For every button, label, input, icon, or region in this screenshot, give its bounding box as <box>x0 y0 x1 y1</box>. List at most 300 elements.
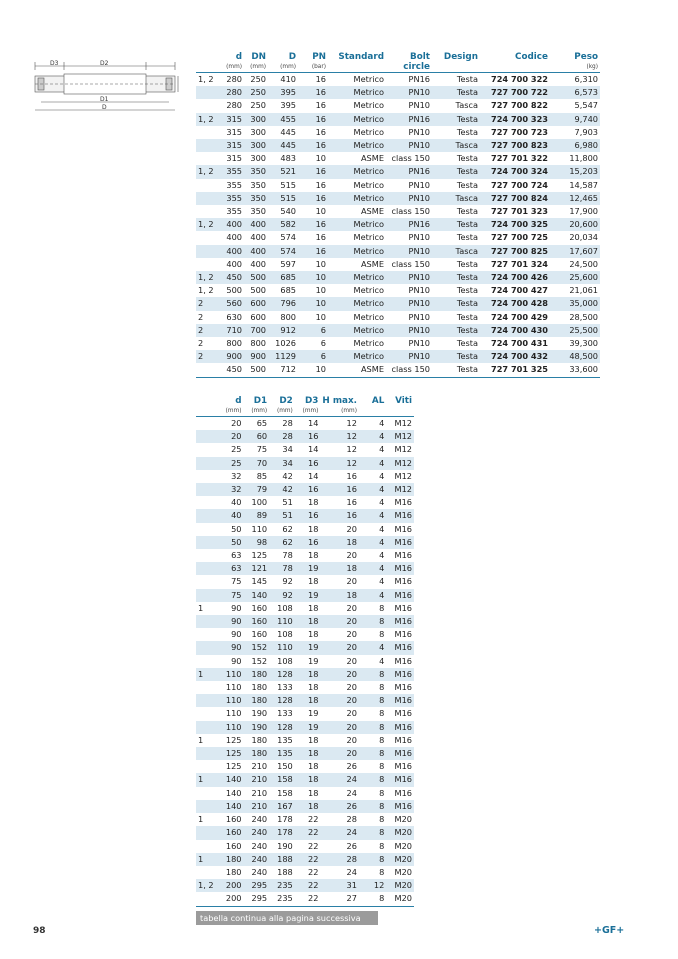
table-row <box>196 773 414 786</box>
table-cell: 188 <box>277 866 293 877</box>
table-cell: 295 <box>244 892 270 906</box>
table-cell: 300 <box>250 153 266 164</box>
table-cell: 727 700 823 <box>491 140 548 151</box>
table-row <box>196 417 414 431</box>
table-cell: 10 <box>315 272 326 283</box>
table-cell: Metrico <box>353 126 384 137</box>
table-cell: 190 <box>251 708 268 719</box>
table-cell: 16 <box>346 470 357 481</box>
col-standard: Standard <box>338 52 384 62</box>
table-cell: M16 <box>394 497 412 508</box>
table-cell: 8 <box>379 853 385 864</box>
table-cell: 8 <box>379 695 385 706</box>
table-cell <box>196 892 220 906</box>
table-cell: 108 <box>277 602 293 613</box>
table-cell: 210 <box>251 761 268 772</box>
table-cell <box>196 589 220 602</box>
table-cell: 190 <box>251 721 268 732</box>
table-cell <box>196 721 220 734</box>
table-cell: 22 <box>308 853 319 864</box>
table-cell: 14 <box>308 444 319 455</box>
table-cell: 400 <box>250 258 266 269</box>
table-cell: 727 701 324 <box>491 258 548 269</box>
table-cell: Tasca <box>455 192 478 203</box>
table-cell: 2 <box>198 311 204 322</box>
table-cell: 350 <box>250 166 266 177</box>
table-cell: M16 <box>394 761 412 772</box>
table-cell: 315 <box>226 153 242 164</box>
table-cell: 180 <box>251 734 268 745</box>
table-cell: Testa <box>456 258 478 269</box>
table-row <box>196 694 414 707</box>
table-cell: Metrico <box>353 285 384 296</box>
table-cell: 4 <box>379 484 385 495</box>
table-cell: 65 <box>256 418 268 428</box>
table-cell: 724 700 323 <box>491 113 548 124</box>
table-cell: PN16 <box>408 166 430 177</box>
table-row <box>196 681 414 694</box>
table-row <box>196 615 414 628</box>
table-cell: 133 <box>277 708 293 719</box>
table-row <box>196 721 414 734</box>
table-cell: 34 <box>282 457 293 468</box>
table-row <box>196 734 414 747</box>
table-cell: Testa <box>432 363 480 377</box>
col-codice: Codice <box>515 52 548 62</box>
col-peso: Peso <box>574 52 598 62</box>
col-D: D <box>288 52 296 62</box>
table-cell: 727 701 323 <box>491 206 548 217</box>
table-cell: 18 <box>308 800 319 811</box>
table-cell: 31 <box>346 880 357 891</box>
table-cell: PN16 <box>408 74 430 84</box>
table-cell: 18 <box>308 497 319 508</box>
table-row <box>196 337 600 350</box>
table-cell: 410 <box>280 74 296 84</box>
table-cell: class 150 <box>391 258 430 269</box>
table-cell: 727 701 322 <box>491 153 548 164</box>
table-cell: 355 <box>226 179 242 190</box>
table-cell <box>196 866 220 879</box>
table-cell: PN10 <box>408 192 430 203</box>
gf-logo: +GF+ <box>594 925 625 936</box>
dims-header-row <box>196 396 414 407</box>
table-row <box>196 879 414 892</box>
col-hmax: H max. <box>322 396 357 406</box>
table-cell: 10 <box>315 258 326 269</box>
table-cell: 20 <box>231 418 242 428</box>
table-cell: 28 <box>282 431 293 442</box>
table-cell: 32 <box>231 484 242 495</box>
table-cell: 724 700 430 <box>491 324 548 335</box>
table-cell: 98 <box>256 536 268 547</box>
table-cell: PN10 <box>408 298 430 309</box>
table-cell: 315 <box>226 126 242 137</box>
table-cell: 110 <box>225 721 242 732</box>
table-cell: 10 <box>315 298 326 309</box>
table-cell: 724 700 428 <box>491 298 548 309</box>
table-cell: Testa <box>456 153 478 164</box>
table-cell: 62 <box>282 536 293 547</box>
table-cell: 19 <box>308 563 319 574</box>
table-row <box>196 218 600 231</box>
table-cell: Testa <box>456 298 478 309</box>
table-cell: 2 <box>198 338 204 349</box>
unit-hmax: (mm) <box>320 407 359 417</box>
table-cell: 50 <box>231 523 242 534</box>
table-cell: 8 <box>379 748 385 759</box>
table-cell: 4 <box>379 550 385 561</box>
table-cell <box>196 417 220 431</box>
table-cell: 62 <box>282 523 293 534</box>
table-cell: 210 <box>251 787 268 798</box>
table-cell: 724 700 324 <box>491 166 548 177</box>
table-cell: 20 <box>346 748 357 759</box>
table-cell: 727 700 724 <box>491 179 548 190</box>
table-cell: Metrico <box>353 100 384 111</box>
table-cell: 20 <box>346 523 357 534</box>
table-cell: 315 <box>226 113 242 124</box>
table-cell: 4 <box>379 418 385 428</box>
table-cell: 18 <box>308 774 319 785</box>
table-cell: 25,500 <box>569 324 598 335</box>
table-cell: 152 <box>251 655 268 666</box>
table-cell: 140 <box>225 774 242 785</box>
table-cell: Metrico <box>353 324 384 335</box>
table-cell: 445 <box>280 126 296 137</box>
table-row <box>196 245 600 258</box>
unit-dn: (mm) <box>244 63 268 73</box>
table-cell: 1 <box>198 814 204 825</box>
table-cell: Metrico <box>353 219 384 230</box>
col-d2: D2 <box>279 396 293 406</box>
table-row <box>196 747 414 760</box>
table-cell: 8 <box>379 616 385 627</box>
table-cell: 724 700 429 <box>491 311 548 322</box>
table-cell: 16 <box>315 87 326 98</box>
table-row <box>196 284 600 297</box>
table-cell: 26 <box>346 840 357 851</box>
table-cell <box>196 443 220 456</box>
col-bolt: Bolt <box>410 52 430 62</box>
table-cell: 16 <box>315 140 326 151</box>
table-cell: 180 <box>225 853 242 864</box>
table-cell <box>196 205 220 218</box>
table-cell: 125 <box>225 748 242 759</box>
table-cell: 25,600 <box>569 272 598 283</box>
table-cell: 178 <box>277 827 293 838</box>
table-row <box>196 271 600 284</box>
table-cell: 4 <box>379 470 385 481</box>
table-cell: 167 <box>277 800 293 811</box>
table-cell: M12 <box>394 418 412 428</box>
table-cell: 12 <box>346 457 357 468</box>
table-cell: Metrico <box>353 166 384 177</box>
table-cell: 712 <box>268 363 298 377</box>
table-cell: 300 <box>250 140 266 151</box>
flange-header-row <box>196 52 600 63</box>
table-cell: 140 <box>251 589 268 600</box>
table-row <box>196 523 414 536</box>
table-cell: PN10 <box>408 324 430 335</box>
table-cell <box>196 575 220 588</box>
table-cell: 19 <box>308 642 319 653</box>
table-cell: 48,500 <box>569 351 598 362</box>
table-cell: 250 <box>250 74 266 84</box>
table-cell: 110 <box>225 695 242 706</box>
table-cell: 483 <box>280 153 296 164</box>
table-cell: M16 <box>394 721 412 732</box>
table-row <box>196 575 414 588</box>
table-row <box>196 536 414 549</box>
table-cell: 18 <box>308 576 319 587</box>
table-cell: 8 <box>379 708 385 719</box>
table-cell: 350 <box>250 179 266 190</box>
table-cell: 8 <box>379 721 385 732</box>
table-cell: Testa <box>456 74 478 84</box>
table-cell: 16 <box>315 126 326 137</box>
table-cell: 1, 2 <box>198 219 214 230</box>
table-cell: 2 <box>198 298 204 309</box>
table-row <box>196 668 414 681</box>
table-cell: 16 <box>346 484 357 495</box>
table-cell: Testa <box>456 311 478 322</box>
table-row <box>196 853 414 866</box>
table-cell: 60 <box>256 431 268 442</box>
table-cell: Testa <box>456 126 478 137</box>
page-number: 98 <box>33 926 46 936</box>
table-cell: Testa <box>456 272 478 283</box>
table-cell: Testa <box>456 166 478 177</box>
table-row <box>196 840 414 853</box>
table-cell: 685 <box>280 272 296 283</box>
table-cell <box>196 800 220 813</box>
table-cell: 1 <box>198 774 204 785</box>
table-cell: M16 <box>394 510 412 521</box>
table-cell: 26 <box>346 761 357 772</box>
table-cell: 8 <box>379 682 385 693</box>
table-cell: 400 <box>250 219 266 230</box>
table-cell: 240 <box>251 827 268 838</box>
table-cell <box>196 562 220 575</box>
table-cell: PN10 <box>408 338 430 349</box>
table-cell: 16 <box>346 510 357 521</box>
unit-pn: (bar) <box>298 63 328 73</box>
table-cell: 300 <box>250 113 266 124</box>
table-cell: 295 <box>251 880 268 891</box>
table-cell: 20 <box>346 668 357 679</box>
table-cell: 1, 2 <box>198 880 214 891</box>
table-cell: 75 <box>231 589 242 600</box>
table-cell <box>196 192 220 205</box>
table-row <box>196 324 600 337</box>
table-cell: PN10 <box>408 87 430 98</box>
table-cell: 18 <box>346 589 357 600</box>
table-cell: Metrico <box>353 311 384 322</box>
table-cell: PN10 <box>408 272 430 283</box>
table-cell: PN16 <box>408 113 430 124</box>
table-cell: 6 <box>320 351 326 362</box>
table-row <box>196 787 414 800</box>
table-cell: 133 <box>277 682 293 693</box>
table-cell: M16 <box>394 668 412 679</box>
table-cell: PN16 <box>408 219 430 230</box>
table-cell: 19 <box>308 655 319 666</box>
table-cell <box>196 483 220 496</box>
table-cell: 8 <box>379 734 385 745</box>
table-cell: 5,547 <box>574 100 598 111</box>
table-cell: Metrico <box>353 113 384 124</box>
table-cell: class 150 <box>391 206 430 217</box>
table-row <box>196 99 600 112</box>
table-cell: 89 <box>256 510 268 521</box>
table-row <box>196 470 414 483</box>
table-cell: PN10 <box>408 351 430 362</box>
table-cell: M16 <box>394 563 412 574</box>
table-cell: 6 <box>320 338 326 349</box>
table-cell <box>196 86 220 99</box>
table-cell: 160 <box>225 814 242 825</box>
table-cell: 8 <box>379 866 385 877</box>
table-cell: Testa <box>456 351 478 362</box>
table-cell: 180 <box>225 866 242 877</box>
table-cell: 200 <box>220 892 244 906</box>
table-cell: 4 <box>379 497 385 508</box>
table-cell: 90 <box>231 602 242 613</box>
table-cell: 18 <box>308 616 319 627</box>
table-cell: 14 <box>308 418 319 428</box>
table-cell: 10 <box>298 363 328 377</box>
table-cell: 4 <box>379 655 385 666</box>
table-cell: 12 <box>346 444 357 455</box>
table-cell: M16 <box>394 695 412 706</box>
continued-note: tabella continua alla pagina successiva <box>196 911 378 925</box>
table-cell: 125 <box>225 761 242 772</box>
table-cell: 455 <box>280 113 296 124</box>
table-cell: 28 <box>282 418 293 428</box>
table-cell: 19 <box>308 721 319 732</box>
table-cell: 10 <box>315 285 326 296</box>
table-cell: 710 <box>226 324 242 335</box>
table-cell: 152 <box>251 642 268 653</box>
table-cell: 25 <box>231 444 242 455</box>
table-cell: 110 <box>277 642 293 653</box>
table-cell: 18 <box>346 563 357 574</box>
table-cell <box>196 628 220 641</box>
table-cell: Metrico <box>353 192 384 203</box>
table-cell: 20 <box>346 695 357 706</box>
table-cell: M16 <box>394 800 412 811</box>
table-cell: 128 <box>277 668 293 679</box>
table-cell: 188 <box>277 853 293 864</box>
table-cell: PN10 <box>408 140 430 151</box>
table-cell: Testa <box>456 113 478 124</box>
table-row <box>196 602 414 615</box>
table-cell: 727 700 822 <box>491 100 548 111</box>
table-cell: 158 <box>277 774 293 785</box>
table-cell: 521 <box>280 166 296 177</box>
table-cell: M12 <box>394 457 412 468</box>
table-cell: PN10 <box>408 311 430 322</box>
table-cell: 27 <box>320 892 359 906</box>
table-cell: 445 <box>280 140 296 151</box>
table-cell: 8 <box>379 602 385 613</box>
table-cell: 574 <box>280 245 296 256</box>
table-cell: 16 <box>346 497 357 508</box>
table-row <box>196 363 600 377</box>
table-cell: 250 <box>250 100 266 111</box>
table-cell: 800 <box>226 338 242 349</box>
table-cell: 19 <box>308 589 319 600</box>
table-cell: 20 <box>231 431 242 442</box>
col-d3: D3 <box>304 396 319 406</box>
table-cell: 727 700 824 <box>491 192 548 203</box>
table-row <box>196 641 414 654</box>
table-cell: 18 <box>346 536 357 547</box>
table-cell: 6,980 <box>574 140 598 151</box>
table-cell: 63 <box>231 550 242 561</box>
table-cell: 450 <box>220 363 244 377</box>
table-cell: 125 <box>251 550 268 561</box>
dimensions-table <box>196 396 414 907</box>
table-cell: 90 <box>231 655 242 666</box>
table-cell: Metrico <box>353 87 384 98</box>
table-cell: 727 700 723 <box>491 126 548 137</box>
table-cell: M12 <box>394 431 412 442</box>
table-cell: PN10 <box>408 232 430 243</box>
table-cell: 9,740 <box>574 113 598 124</box>
table-row <box>196 483 414 496</box>
table-cell: 21,061 <box>569 285 598 296</box>
table-cell: 1 <box>198 853 204 864</box>
table-cell: 6,310 <box>574 74 598 84</box>
table-cell: 400 <box>226 232 242 243</box>
table-cell: 400 <box>250 245 266 256</box>
flange-unit-row <box>196 63 600 73</box>
table-cell <box>196 457 220 470</box>
table-cell: 35,000 <box>569 298 598 309</box>
table-cell: 1026 <box>275 338 296 349</box>
table-cell: 128 <box>277 695 293 706</box>
table-cell: 22 <box>308 814 319 825</box>
d1-label: D1 <box>100 96 109 103</box>
table-cell: 560 <box>226 298 242 309</box>
table-cell: 19 <box>308 708 319 719</box>
table-cell: 16 <box>315 192 326 203</box>
col-d: d <box>235 396 242 406</box>
table-cell: 22 <box>308 840 319 851</box>
table-row <box>196 311 600 324</box>
table-row <box>196 892 414 906</box>
table-cell: 51 <box>282 510 293 521</box>
table-cell: Metrico <box>353 338 384 349</box>
table-row <box>196 205 600 218</box>
table-cell: 121 <box>251 563 268 574</box>
table-cell: 160 <box>225 840 242 851</box>
table-cell: 4 <box>379 523 385 534</box>
table-cell <box>196 245 220 258</box>
table-cell: 20 <box>346 602 357 613</box>
table-cell: 18 <box>308 523 319 534</box>
table-cell: 515 <box>280 179 296 190</box>
table-cell: ASME <box>328 363 386 377</box>
table-cell: M16 <box>394 523 412 534</box>
table-cell: M12 <box>394 444 412 455</box>
table-cell: M16 <box>394 589 412 600</box>
table-cell: 140 <box>225 787 242 798</box>
table-cell: 16 <box>308 536 319 547</box>
table-cell: M12 <box>394 484 412 495</box>
